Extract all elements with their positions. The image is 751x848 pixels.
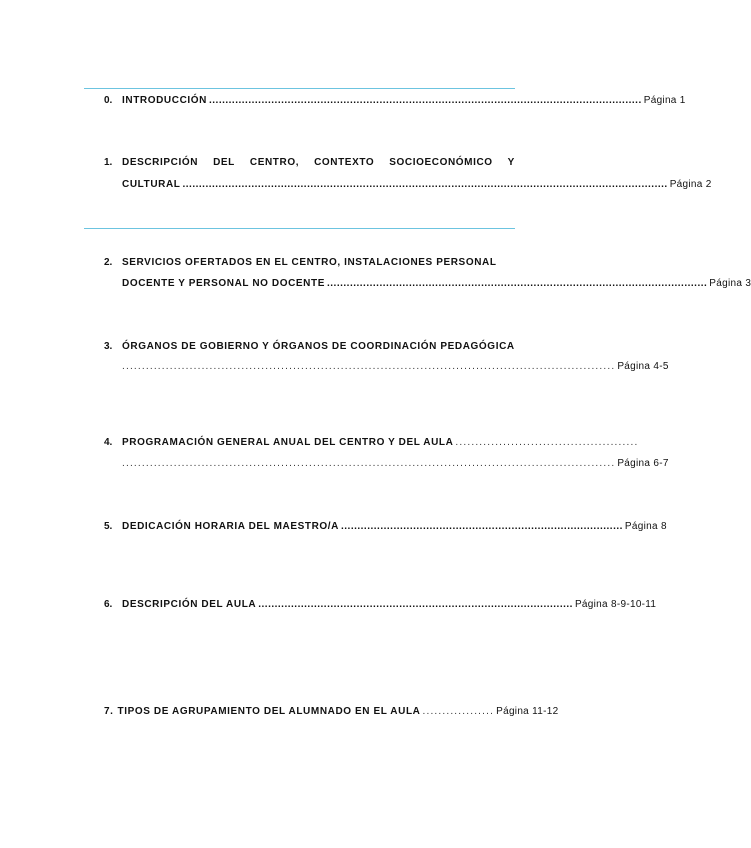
entry-page: Página 8-9-10-11 xyxy=(574,599,657,610)
dot-leader: .................................................................................................................................... xyxy=(208,95,642,106)
entry-page: Página 6-7 xyxy=(617,458,669,469)
entry-title-line2: CULTURAL xyxy=(122,179,181,190)
entry-title: DESCRIPCIÓN DEL AULA xyxy=(122,599,257,610)
entry-page: Página 2 xyxy=(669,179,712,190)
entry-title-line2: DOCENTE Y PERSONAL NO DOCENTE xyxy=(122,278,325,289)
section-divider xyxy=(84,228,515,229)
entry-number: 5. xyxy=(104,521,113,532)
entry-number: 7. xyxy=(104,706,114,717)
entry-page: Página 4-5 xyxy=(617,361,669,372)
dot-leader: .................................................................................................................................................... xyxy=(182,179,668,190)
entry-number: 0. xyxy=(104,95,113,106)
entry-title-word: DEL xyxy=(213,157,235,168)
entry-title: INTRODUCCIÓN xyxy=(122,95,207,106)
dot-leader: .................. xyxy=(422,706,495,717)
entry-title-line1: SERVICIOS OFERTADOS EN EL CENTRO, INSTALACIONES PERSONAL xyxy=(122,257,497,268)
entry-page: Página 3 xyxy=(709,278,751,289)
dot-leader: .............................................. xyxy=(455,437,639,448)
entry-title-word: CENTRO, xyxy=(249,157,300,168)
dot-leader: ................................................................................................ xyxy=(258,599,573,610)
entry-page: Página 11-12 xyxy=(496,706,559,717)
dot-leader: ...................................................................................... xyxy=(340,521,623,532)
dot-leader: .................................................................................................................... xyxy=(327,278,708,289)
entry-page: Página 1 xyxy=(643,95,686,106)
entry-title-word: DESCRIPCIÓN xyxy=(122,157,199,168)
entry-number: 2. xyxy=(104,257,113,268)
dot-leader: ............................................................................................................................ xyxy=(122,361,616,372)
dot-leader: ............................................................................................................................ xyxy=(122,458,616,469)
entry-title-word: CONTEXTO xyxy=(314,157,375,168)
entry-page: Página 8 xyxy=(624,521,667,532)
entry-title: DEDICACIÓN HORARIA DEL MAESTRO/A xyxy=(122,521,339,532)
entry-title-word: Y xyxy=(507,157,515,168)
entry-number: 3. xyxy=(104,341,113,352)
entry-number: 6. xyxy=(104,599,113,610)
entry-title-word: SOCIOECONÓMICO xyxy=(389,157,493,168)
entry-title: PROGRAMACIÓN GENERAL ANUAL DEL CENTRO Y DEL AULA xyxy=(122,437,454,448)
entry-number: 4. xyxy=(104,437,113,448)
entry-title: TIPOS DE AGRUPAMIENTO DEL ALUMNADO EN EL AULA xyxy=(117,706,421,717)
entry-number: 1. xyxy=(104,157,113,168)
entry-title: ÓRGANOS DE GOBIERNO Y ÓRGANOS DE COORDINACIÓN PEDAGÓGICA xyxy=(122,341,515,352)
top-divider xyxy=(84,88,515,89)
